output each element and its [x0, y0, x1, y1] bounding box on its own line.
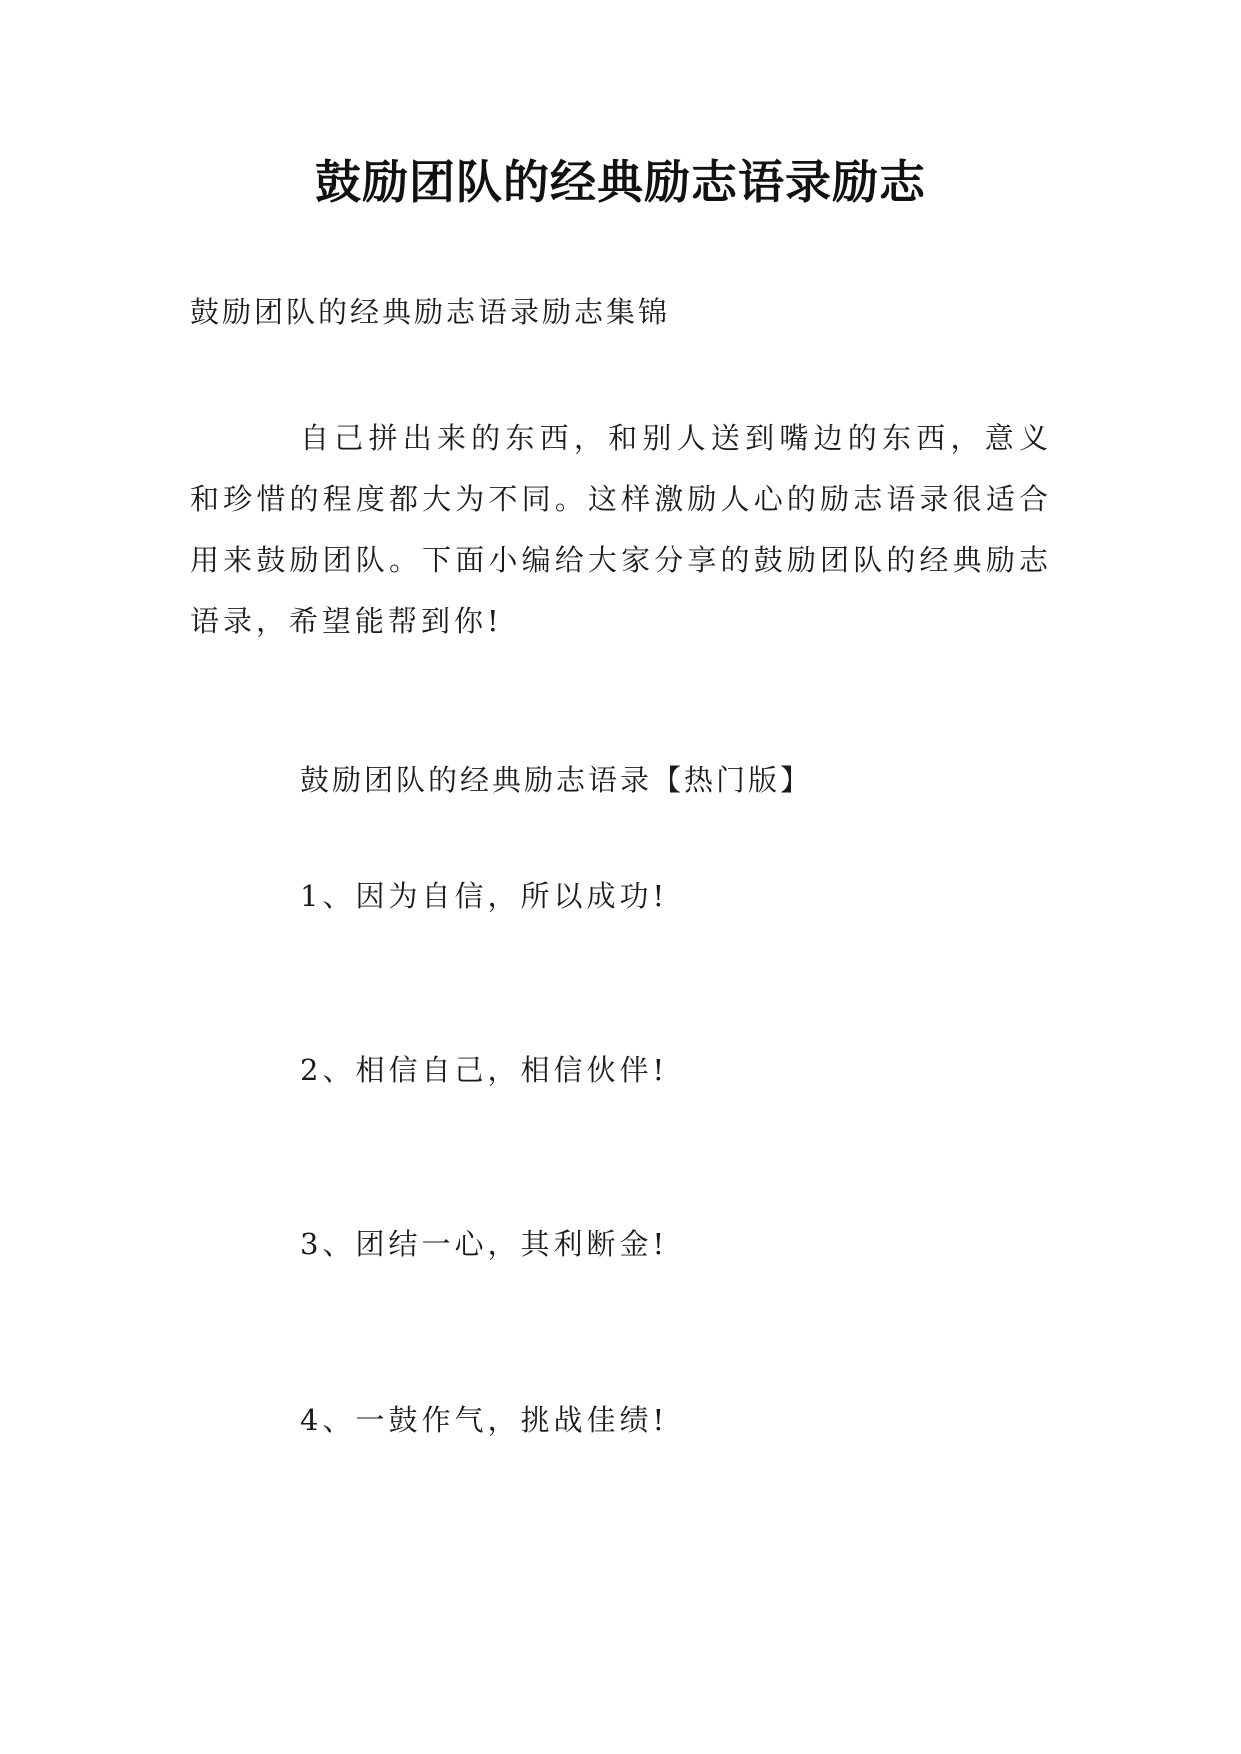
quote-item: 1、因为自信，所以成功!	[300, 879, 669, 913]
quote-item: 2、相信自己，相信伙伴!	[300, 1053, 669, 1087]
section-heading: 鼓励团队的经典励志语录【热门版】	[300, 763, 813, 797]
document-subtitle: 鼓励团队的经典励志语录励志集锦	[190, 295, 671, 329]
document-title: 鼓励团队的经典励志语录励志	[315, 155, 926, 209]
intro-paragraph: 自己拼出来的东西，和别人送到嘴边的东西，意义和珍惜的程度都大为不同。这样激励人心的励志语录很适合用来鼓励团队。下面小编给大家分享的鼓励团队的经典励志语录，希望能帮到你!	[190, 421, 1052, 638]
quote-item: 3、团结一心，其利断金!	[300, 1227, 669, 1261]
quote-item: 4、一鼓作气，挑战佳绩!	[300, 1403, 669, 1437]
